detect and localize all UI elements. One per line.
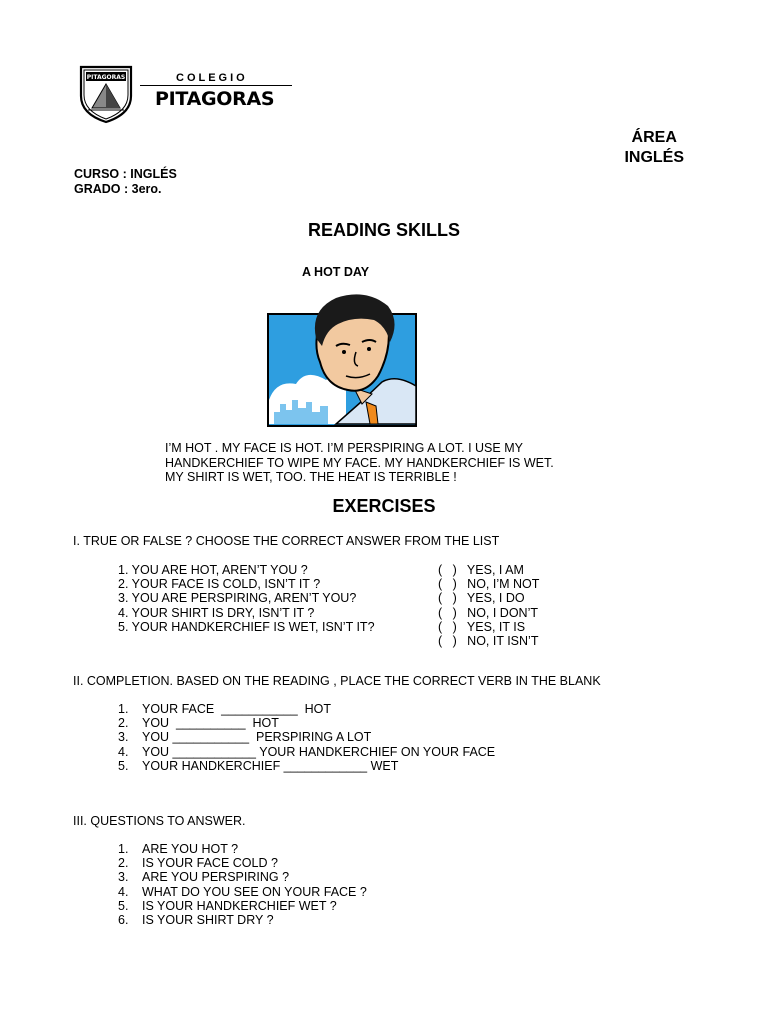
list-item [118,870,367,884]
course-meta [74,167,177,197]
item-text: ARE YOU HOT ? [142,842,239,856]
item-text: YOUR FACE ___________ HOT [142,702,331,716]
item-number: 4. [118,744,129,759]
list-item [118,899,367,913]
list-item [118,885,367,899]
list-item [118,730,495,744]
list-item: 3. YOU ARE PERSPIRING, AREN’T YOU? [118,591,357,606]
logo-divider [140,85,292,86]
list-item [118,702,495,716]
grade-label: GRADO : 3ero. [74,182,162,196]
logo-school-name: PITAGORAS [155,88,275,110]
item-number: 5. [118,758,129,773]
list-item: 5. YOUR HANDKERCHIEF IS WET, ISN’T IT? [118,619,375,634]
page-title: READING SKILLS [307,220,460,240]
item-text: ARE YOU PERSPIRING ? [142,870,290,885]
section-1-heading: I. TRUE OR FALSE ? CHOOSE THE CORRECT ANSWER FROM THE LIST [73,534,500,548]
item-text: YOU ___________ PERSPIRING A LOT [142,730,372,745]
list-item: ( ) NO, I DON’T [438,605,538,620]
exercises-title: EXERCISES [332,496,436,516]
list-item [118,913,367,927]
man-illustration [266,290,418,428]
item-text: YOU __________ HOT [142,716,279,731]
list-item [118,745,495,759]
reading-title: A HOT DAY [302,265,370,279]
item-text: YOU ____________ YOUR HANDKERCHIEF ON YOUR FACE [142,744,496,759]
item-number: 2. [118,716,129,731]
list-item: 2. YOUR FACE IS COLD, ISN’T IT ? [118,577,321,592]
item-number: 1. [118,842,129,856]
answer-options [438,563,539,648]
item-text: IS YOUR SHIRT DRY ? [142,913,274,928]
list-item [118,759,495,773]
list-item: ( ) YES, I AM [438,563,524,577]
area-line-2: INGLÉS [624,149,684,166]
item-number: 4. [118,884,129,899]
item-text: IS YOUR FACE COLD ? [142,856,278,871]
list-item [118,716,495,730]
area-line-1: ÁREA [631,129,677,146]
list-item: ( ) YES, IT IS [438,619,526,634]
list-item [118,842,367,856]
logo-colegio-text: COLEGIO [176,72,248,84]
item-number: 3. [118,870,129,885]
item-text: IS YOUR HANDKERCHIEF WET ? [142,898,337,913]
list-item: 4. YOUR SHIRT IS DRY, ISN’T IT ? [118,605,315,620]
item-number: 2. [118,856,129,871]
item-number: 5. [118,898,129,913]
list-item: 1. YOU ARE HOT, AREN’T YOU ? [118,563,308,577]
svg-text:PITAGORAS: PITAGORAS [86,74,126,81]
item-number: 1. [118,702,129,716]
item-text: WHAT DO YOU SEE ON YOUR FACE ? [142,884,367,899]
list-item [118,856,367,870]
item-number: 3. [118,730,129,745]
question-items [118,842,367,927]
area-label [624,128,684,168]
course-label: CURSO : INGLÉS [74,167,177,181]
school-shield-logo [78,64,134,124]
item-text: YOUR HANDKERCHIEF ____________ WET [142,758,399,773]
list-item: ( ) NO, IT ISN’T [438,634,539,649]
section-2-heading: II. COMPLETION. BASED ON THE READING , PLACE THE CORRECT VERB IN THE BLANK [73,674,601,688]
true-false-questions [118,563,375,634]
list-item: ( ) YES, I DO [438,591,525,606]
completion-items [118,702,495,773]
item-number: 6. [118,913,129,928]
list-item: ( ) NO, I’M NOT [438,577,540,592]
section-3-heading: III. QUESTIONS TO ANSWER. [73,814,246,828]
reading-passage: I’M HOT . MY FACE IS HOT. I’M PERSPIRING A LOT. I USE MY HANDKERCHIEF TO WIPE MY FACE. MY HANDKERCHIEF IS WET. MY SHIRT IS WET, TOO. THE HEAT IS TERRIBLE ! [165,441,554,484]
